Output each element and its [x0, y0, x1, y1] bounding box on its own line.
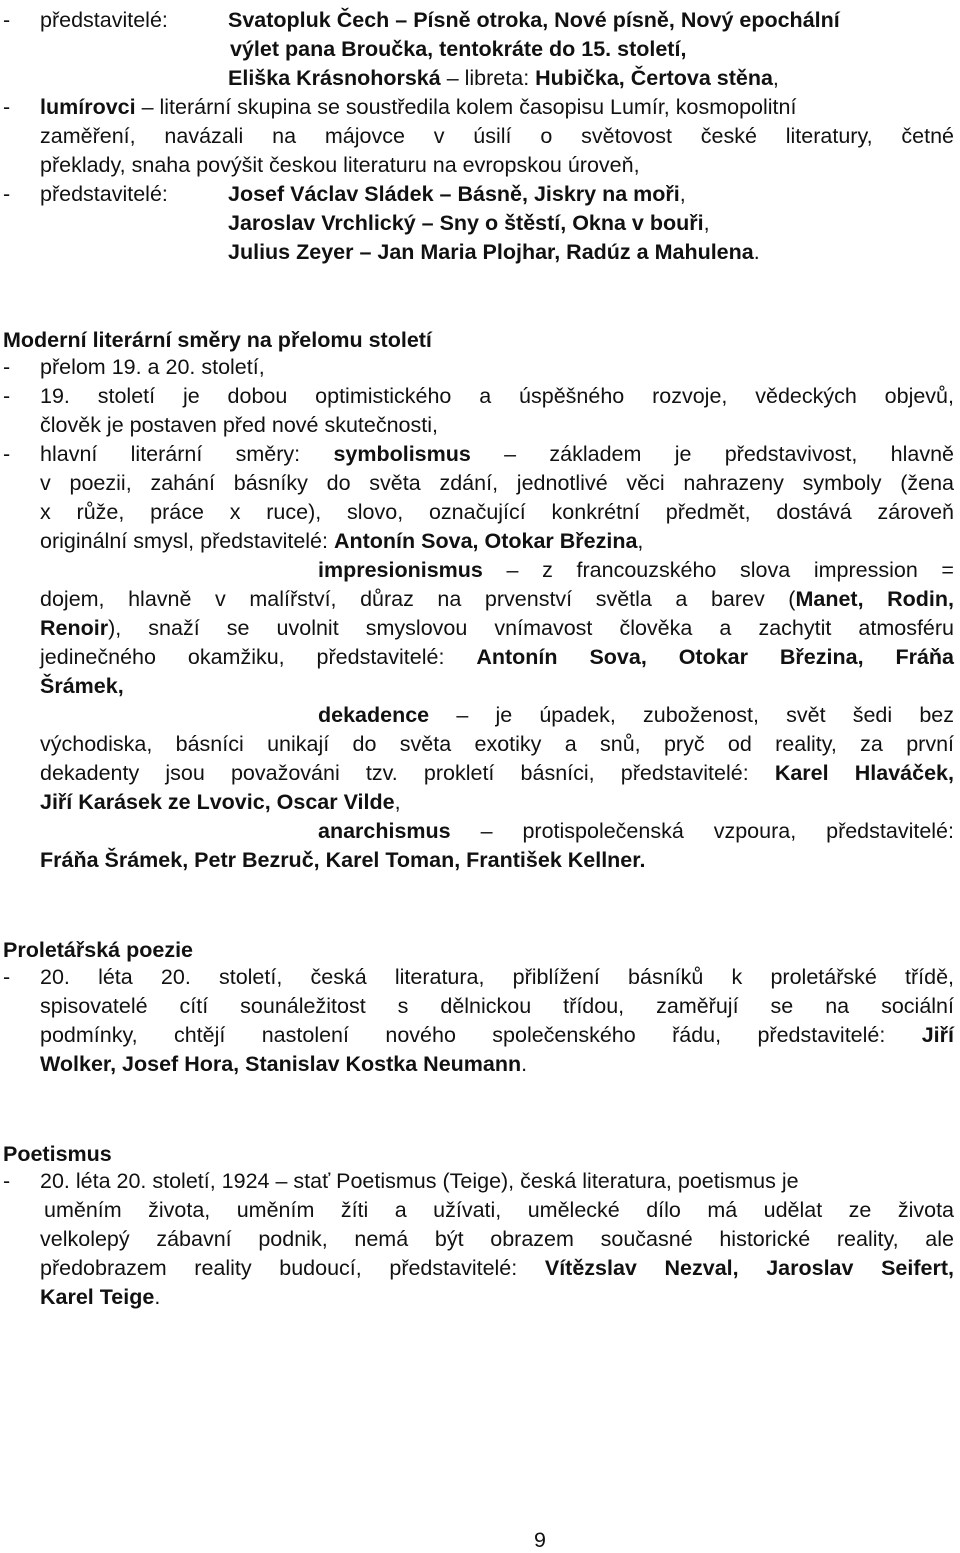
- page-number: 9: [534, 1528, 546, 1552]
- bold-text: Karel Teige: [40, 1285, 155, 1309]
- section-heading: Moderní literární směry na přelomu století: [3, 328, 432, 352]
- bullet-dash: -: [3, 355, 11, 379]
- bold-text: symbolismus: [333, 442, 471, 466]
- plain-text: dekadenty jsou považováni tzv. prokletí básníci, představitelé:: [40, 761, 775, 785]
- section-heading: Poetismus: [3, 1142, 112, 1166]
- paragraph-text: v poezii, zahání básníky do světa zdání, jednotlivé věci nahrazeny symboly (žena: [40, 471, 954, 495]
- plain-text: ,: [394, 790, 401, 814]
- plain-text: ,: [679, 182, 686, 206]
- bold-text: Jiří Karásek ze Lvovic, Oscar Vilde: [40, 790, 395, 814]
- bullet-dash: -: [3, 384, 11, 408]
- paragraph-text: přelom 19. a 20. století,: [40, 355, 265, 379]
- bold-text: Šrámek,: [40, 674, 124, 698]
- bullet-dash: -: [3, 95, 11, 119]
- bold-text: Wolker, Josef Hora, Stanislav Kostka Neumann: [40, 1052, 522, 1076]
- bold-text: Julius Zeyer – Jan Maria Plojhar, Radúz a Mahulena: [228, 240, 754, 264]
- paragraph-text: spisovatelé cítí sounáležitost s dělnickou třídou, zaměřují se na sociální: [40, 994, 954, 1018]
- bullet-dash: -: [3, 1169, 11, 1193]
- paragraph-text: velkolepý zábavní podnik, nemá být obrazem současné historické reality, ale: [40, 1227, 954, 1251]
- plain-text: .: [154, 1285, 161, 1309]
- bullet-dash: -: [3, 442, 11, 466]
- bullet-dash: -: [3, 965, 11, 989]
- paragraph-text: 19. století je dobou optimistického a úspěšného rozvoje, vědeckých objevů,: [40, 384, 954, 408]
- plain-text: – literární skupina se soustředila kolem časopisu Lumír, kosmopolitní: [135, 95, 797, 119]
- plain-text: – je úpadek, zuboženost, svět šedi bez: [429, 703, 954, 727]
- plain-text: .: [753, 240, 760, 264]
- plain-text: dojem, hlavně v malířství, důraz na prvenství světla a barev (: [40, 587, 796, 611]
- plain-text: hlavní literární směry:: [40, 442, 334, 466]
- bold-text: výlet pana Broučka, tentokráte do 15. století,: [230, 37, 687, 61]
- plain-text: – z francouzského slova impression =: [482, 558, 954, 582]
- paragraph-text: uměním života, uměním žíti a užívati, umělecké dílo má udělat ze života: [44, 1198, 954, 1222]
- plain-text: – libreta:: [446, 66, 536, 90]
- bold-text: Manet, Rodin,: [795, 587, 954, 611]
- plain-text: .: [521, 1052, 528, 1076]
- bold-text: impresionismus: [318, 558, 483, 582]
- paragraph-text: člověk je postaven před nové skutečnosti,: [40, 413, 438, 437]
- plain-text: podmínky, chtějí nastolení nového společenského řádu, představitelé:: [40, 1023, 922, 1047]
- bold-text: Jiří: [921, 1023, 954, 1047]
- bold-text: Fráňa Šrámek, Petr Bezruč, Karel Toman, František Kellner.: [40, 848, 646, 872]
- bold-text: dekadence: [318, 703, 430, 727]
- bullet-dash: -: [3, 182, 11, 206]
- bold-text: Josef Václav Sládek – Básně, Jiskry na moři: [228, 182, 680, 206]
- bold-text: Hubička, Čertova stěna: [535, 66, 773, 90]
- plain-text: ), snaží se uvolnit smyslovou vnímavost člověka a zachytit atmosféru: [108, 616, 954, 640]
- label-text: představitelé:: [40, 8, 168, 32]
- bold-text: Antonín Sova, Otokar Březina: [333, 529, 638, 553]
- plain-text: originální smysl, představitelé:: [40, 529, 334, 553]
- bold-text: Vítězslav Nezval, Jaroslav Seifert,: [544, 1256, 954, 1280]
- label-text: představitelé:: [40, 182, 168, 206]
- bold-text: Svatopluk Čech – Písně otroka, Nové písně, Nový epochální: [228, 8, 840, 32]
- bold-text: Eliška Krásnohorská: [228, 66, 441, 90]
- bold-text: lumírovci: [40, 95, 136, 119]
- bullet-dash: -: [3, 8, 11, 32]
- bold-text: Renoir: [40, 616, 109, 640]
- bold-text: Karel Hlaváček,: [774, 761, 954, 785]
- paragraph-text: 20. léta 20. století, česká literatura, přiblížení básníků k proletářské třídě,: [40, 965, 954, 989]
- plain-text: ,: [637, 529, 644, 553]
- bold-text: Antonín Sova, Otokar Březina, Fráňa: [476, 645, 954, 669]
- bold-text: Jaroslav Vrchlický – Sny o štěstí, Okna v bouři: [228, 211, 704, 235]
- paragraph-text: 20. léta 20. století, 1924 – stať Poetismus (Teige), česká literatura, poetismus je: [40, 1169, 799, 1193]
- paragraph-text: x růže, práce x ruce), slovo, označující konkrétní předmět, dostává zároveň: [40, 500, 954, 524]
- paragraph-text: východiska, básníci unikají do světa exotiky a snů, pryč od reality, za první: [40, 732, 954, 756]
- plain-text: jedinečného okamžiku, představitelé:: [40, 645, 477, 669]
- plain-text: ,: [772, 66, 779, 90]
- plain-text: předobrazem reality budoucí, představitelé:: [40, 1256, 545, 1280]
- plain-text: – základem je představivost, hlavně: [470, 442, 955, 466]
- plain-text: – protispolečenská vzpoura, představitelé:: [450, 819, 954, 843]
- bold-text: anarchismus: [318, 819, 451, 843]
- section-heading: Proletářská poezie: [3, 938, 194, 962]
- plain-text: ,: [703, 211, 710, 235]
- paragraph-text: překlady, snaha povýšit českou literaturu na evropskou úroveň,: [40, 153, 640, 177]
- paragraph-text: zaměření, navázali na májovce v úsilí o světovost české literatury, četné: [40, 124, 954, 148]
